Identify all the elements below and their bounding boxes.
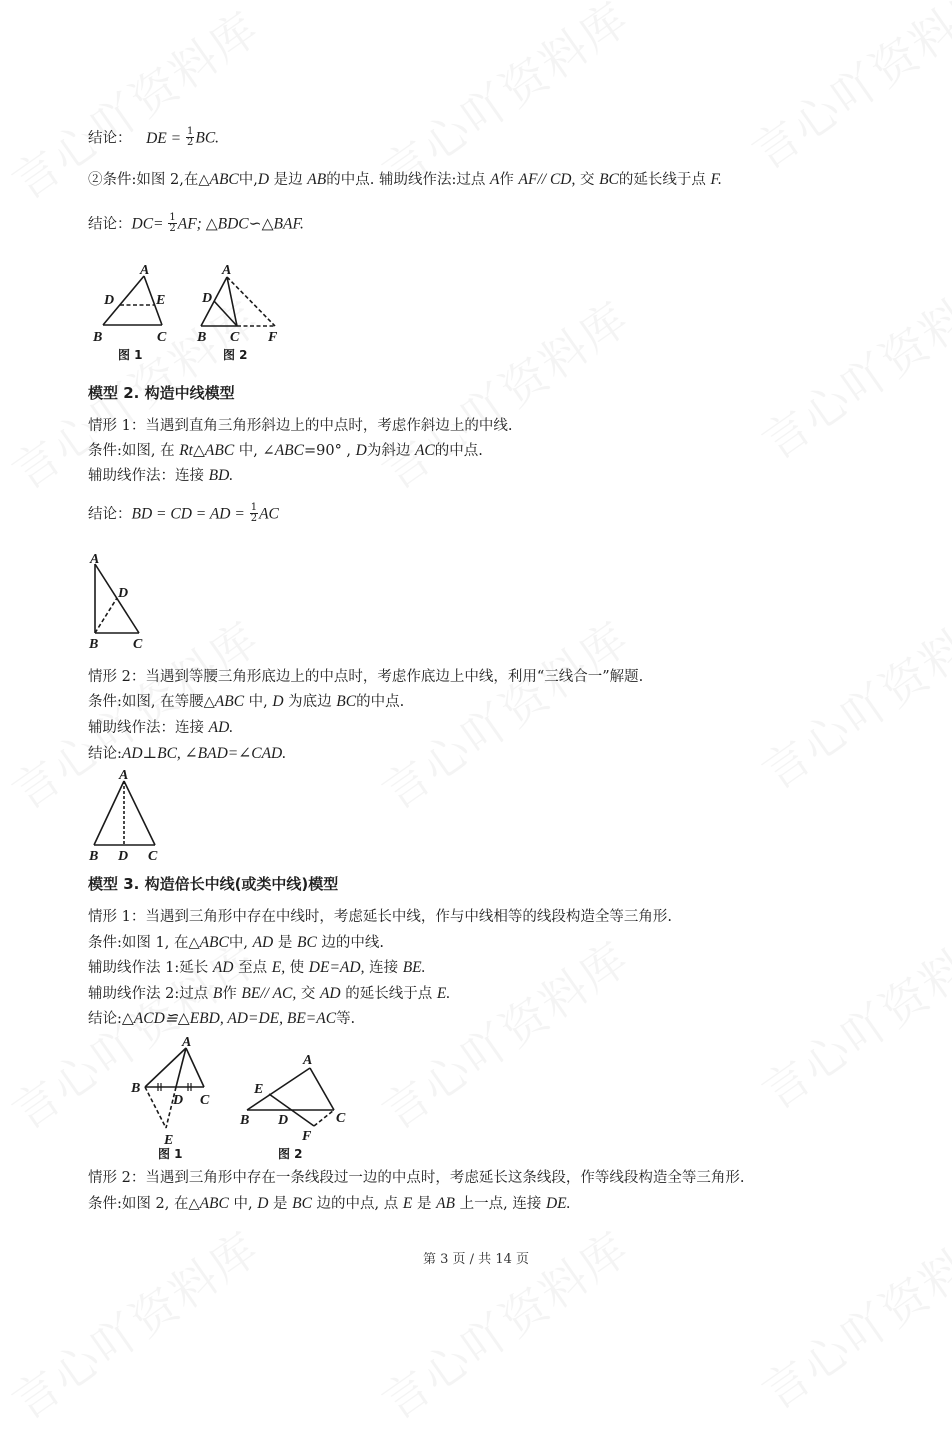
- model2-case2-condition: 条件:如图, 在等腰△ABC 中, D 为底边 BC的中点.: [88, 693, 405, 710]
- model2-case1-condition: 条件:如图, 在 Rt△ABC 中, ∠ABC=90° , D为斜边 AC的中点.: [88, 442, 483, 459]
- model3-case1-aux2: 辅助线作法 2:过点 B作 BE// AC, 交 AD 的延长线于点 E.: [88, 985, 451, 1002]
- model3-title: 模型 3. 构造倍长中线(或类中线)模型: [88, 875, 339, 893]
- math-text: DE =: [146, 129, 185, 147]
- model2-case2-aux: 辅助线作法：连接 AD.: [88, 719, 234, 736]
- figure-midline-triangle: [90, 262, 180, 367]
- watermark: [367, 283, 641, 502]
- svg-text:B: B: [89, 849, 99, 864]
- figure-isosceles-median: [86, 768, 166, 863]
- svg-text:B: B: [93, 330, 103, 345]
- svg-text:A: A: [140, 263, 150, 278]
- svg-text:C: C: [230, 330, 240, 345]
- model3-case1-situation: 情形 1：当遇到三角形中存在中线时，考虑延长中线，作与中线相等的线段构造全等三角形.: [88, 909, 672, 925]
- svg-text:C: C: [157, 330, 167, 345]
- fraction-one-half: $\frac{1}{2}$: [250, 502, 258, 524]
- svg-text:图 1: 图 1: [158, 1147, 183, 1161]
- model2-case2-conclusion: 结论:AD⊥BC, ∠BAD=∠CAD.: [88, 745, 287, 762]
- watermark: [747, 1203, 952, 1422]
- svg-text:A: A: [119, 768, 129, 783]
- figure-similar-median: [236, 1044, 351, 1164]
- model2-case1-situation: 情形 1：当遇到直角三角形斜边上的中点时，考虑作斜边上的中线.: [88, 418, 513, 434]
- model3-case2-condition: 条件:如图 2, 在△ABC 中, D 是 BC 边的中点, 点 E 是 AB 上一点, 连接 DE.: [88, 1195, 571, 1212]
- svg-text:A: A: [303, 1053, 313, 1068]
- svg-text:E: E: [164, 1133, 174, 1148]
- svg-text:E: E: [156, 293, 166, 308]
- svg-text:F: F: [268, 330, 278, 345]
- watermark: [747, 583, 952, 802]
- model3-case1-aux1: 辅助线作法 1:延长 AD 至点 E, 使 DE=AD, 连接 BE.: [88, 959, 426, 976]
- model2-case2-situation: 情形 2：当遇到等腰三角形底边上的中点时，考虑作底边上中线，利用“三线合一”解题.: [88, 669, 644, 685]
- conclusion-label: 结论：: [88, 130, 132, 147]
- watermark: [747, 903, 952, 1122]
- svg-text:图 2: 图 2: [223, 348, 248, 362]
- svg-text:D: D: [278, 1113, 289, 1128]
- model3-case1-conclusion: 结论:△ACD≌△EBD, AD=DE, BE=AC等.: [88, 1010, 356, 1027]
- model2-case1-conclusion: 结论：BD = CD = AD = $\frac{1}{2}$ AC: [88, 502, 279, 524]
- watermark: [747, 253, 952, 472]
- svg-text:A: A: [222, 263, 232, 278]
- svg-text:D: D: [202, 291, 213, 306]
- model2-title: 模型 2. 构造中线模型: [88, 384, 235, 402]
- watermark: [367, 1213, 641, 1432]
- svg-text:C: C: [148, 849, 158, 864]
- svg-text:C: C: [336, 1111, 346, 1126]
- page-number: 第 3 页 / 共 14 页: [423, 1252, 529, 1267]
- watermark: [367, 603, 641, 822]
- svg-text:图 1: 图 1: [118, 348, 143, 362]
- svg-text:B: B: [197, 330, 207, 345]
- math-text: BC.: [195, 129, 220, 147]
- figure-right-triangle-median: [86, 550, 156, 650]
- fraction-one-half: $\frac{1}{2}$: [169, 212, 176, 234]
- svg-text:F: F: [302, 1129, 312, 1144]
- svg-text:B: B: [89, 637, 99, 652]
- model3-case2-situation: 情形 2：当遇到三角形中存在一条线段过一边的中点时，考虑延长这条线段，作等线段构造全等三角形.: [88, 1170, 745, 1186]
- svg-text:D: D: [118, 849, 129, 864]
- svg-text:B: B: [240, 1113, 250, 1128]
- case2-condition: ②条件:如图 2,在△ABC中,D 是边 AB的中点. 辅助线作法:过点 A作 AF// CD, 交 BC的延长线于点 F.: [88, 171, 722, 188]
- svg-text:E: E: [254, 1082, 264, 1097]
- watermark: [737, 0, 952, 183]
- svg-text:图 2: 图 2: [278, 1147, 303, 1161]
- conclusion-de-half-bc: [88, 128, 219, 149]
- svg-text:C: C: [200, 1093, 210, 1108]
- figure-parallel-extension: [195, 262, 295, 367]
- model3-case1-condition: 条件:如图 1, 在△ABC中, AD 是 BC 边的中线.: [88, 934, 385, 951]
- fraction-one-half: $\frac{1}{2}$: [186, 126, 194, 148]
- svg-text:A: A: [182, 1035, 192, 1050]
- model2-case1-aux: 辅助线作法：连接 BD.: [88, 467, 234, 484]
- svg-text:B: B: [131, 1081, 141, 1096]
- conclusion-dc-half-af: 结论：DC= $\frac{1}{2}$ AF; △BDC∽△BAF.: [88, 212, 304, 234]
- watermark: [367, 923, 641, 1142]
- watermark: [0, 1213, 271, 1432]
- svg-text:A: A: [90, 552, 100, 567]
- figure-double-median: [128, 1032, 223, 1162]
- svg-text:D: D: [104, 293, 115, 308]
- svg-text:C: C: [133, 637, 143, 652]
- svg-text:D: D: [173, 1093, 184, 1108]
- svg-text:D: D: [118, 586, 129, 601]
